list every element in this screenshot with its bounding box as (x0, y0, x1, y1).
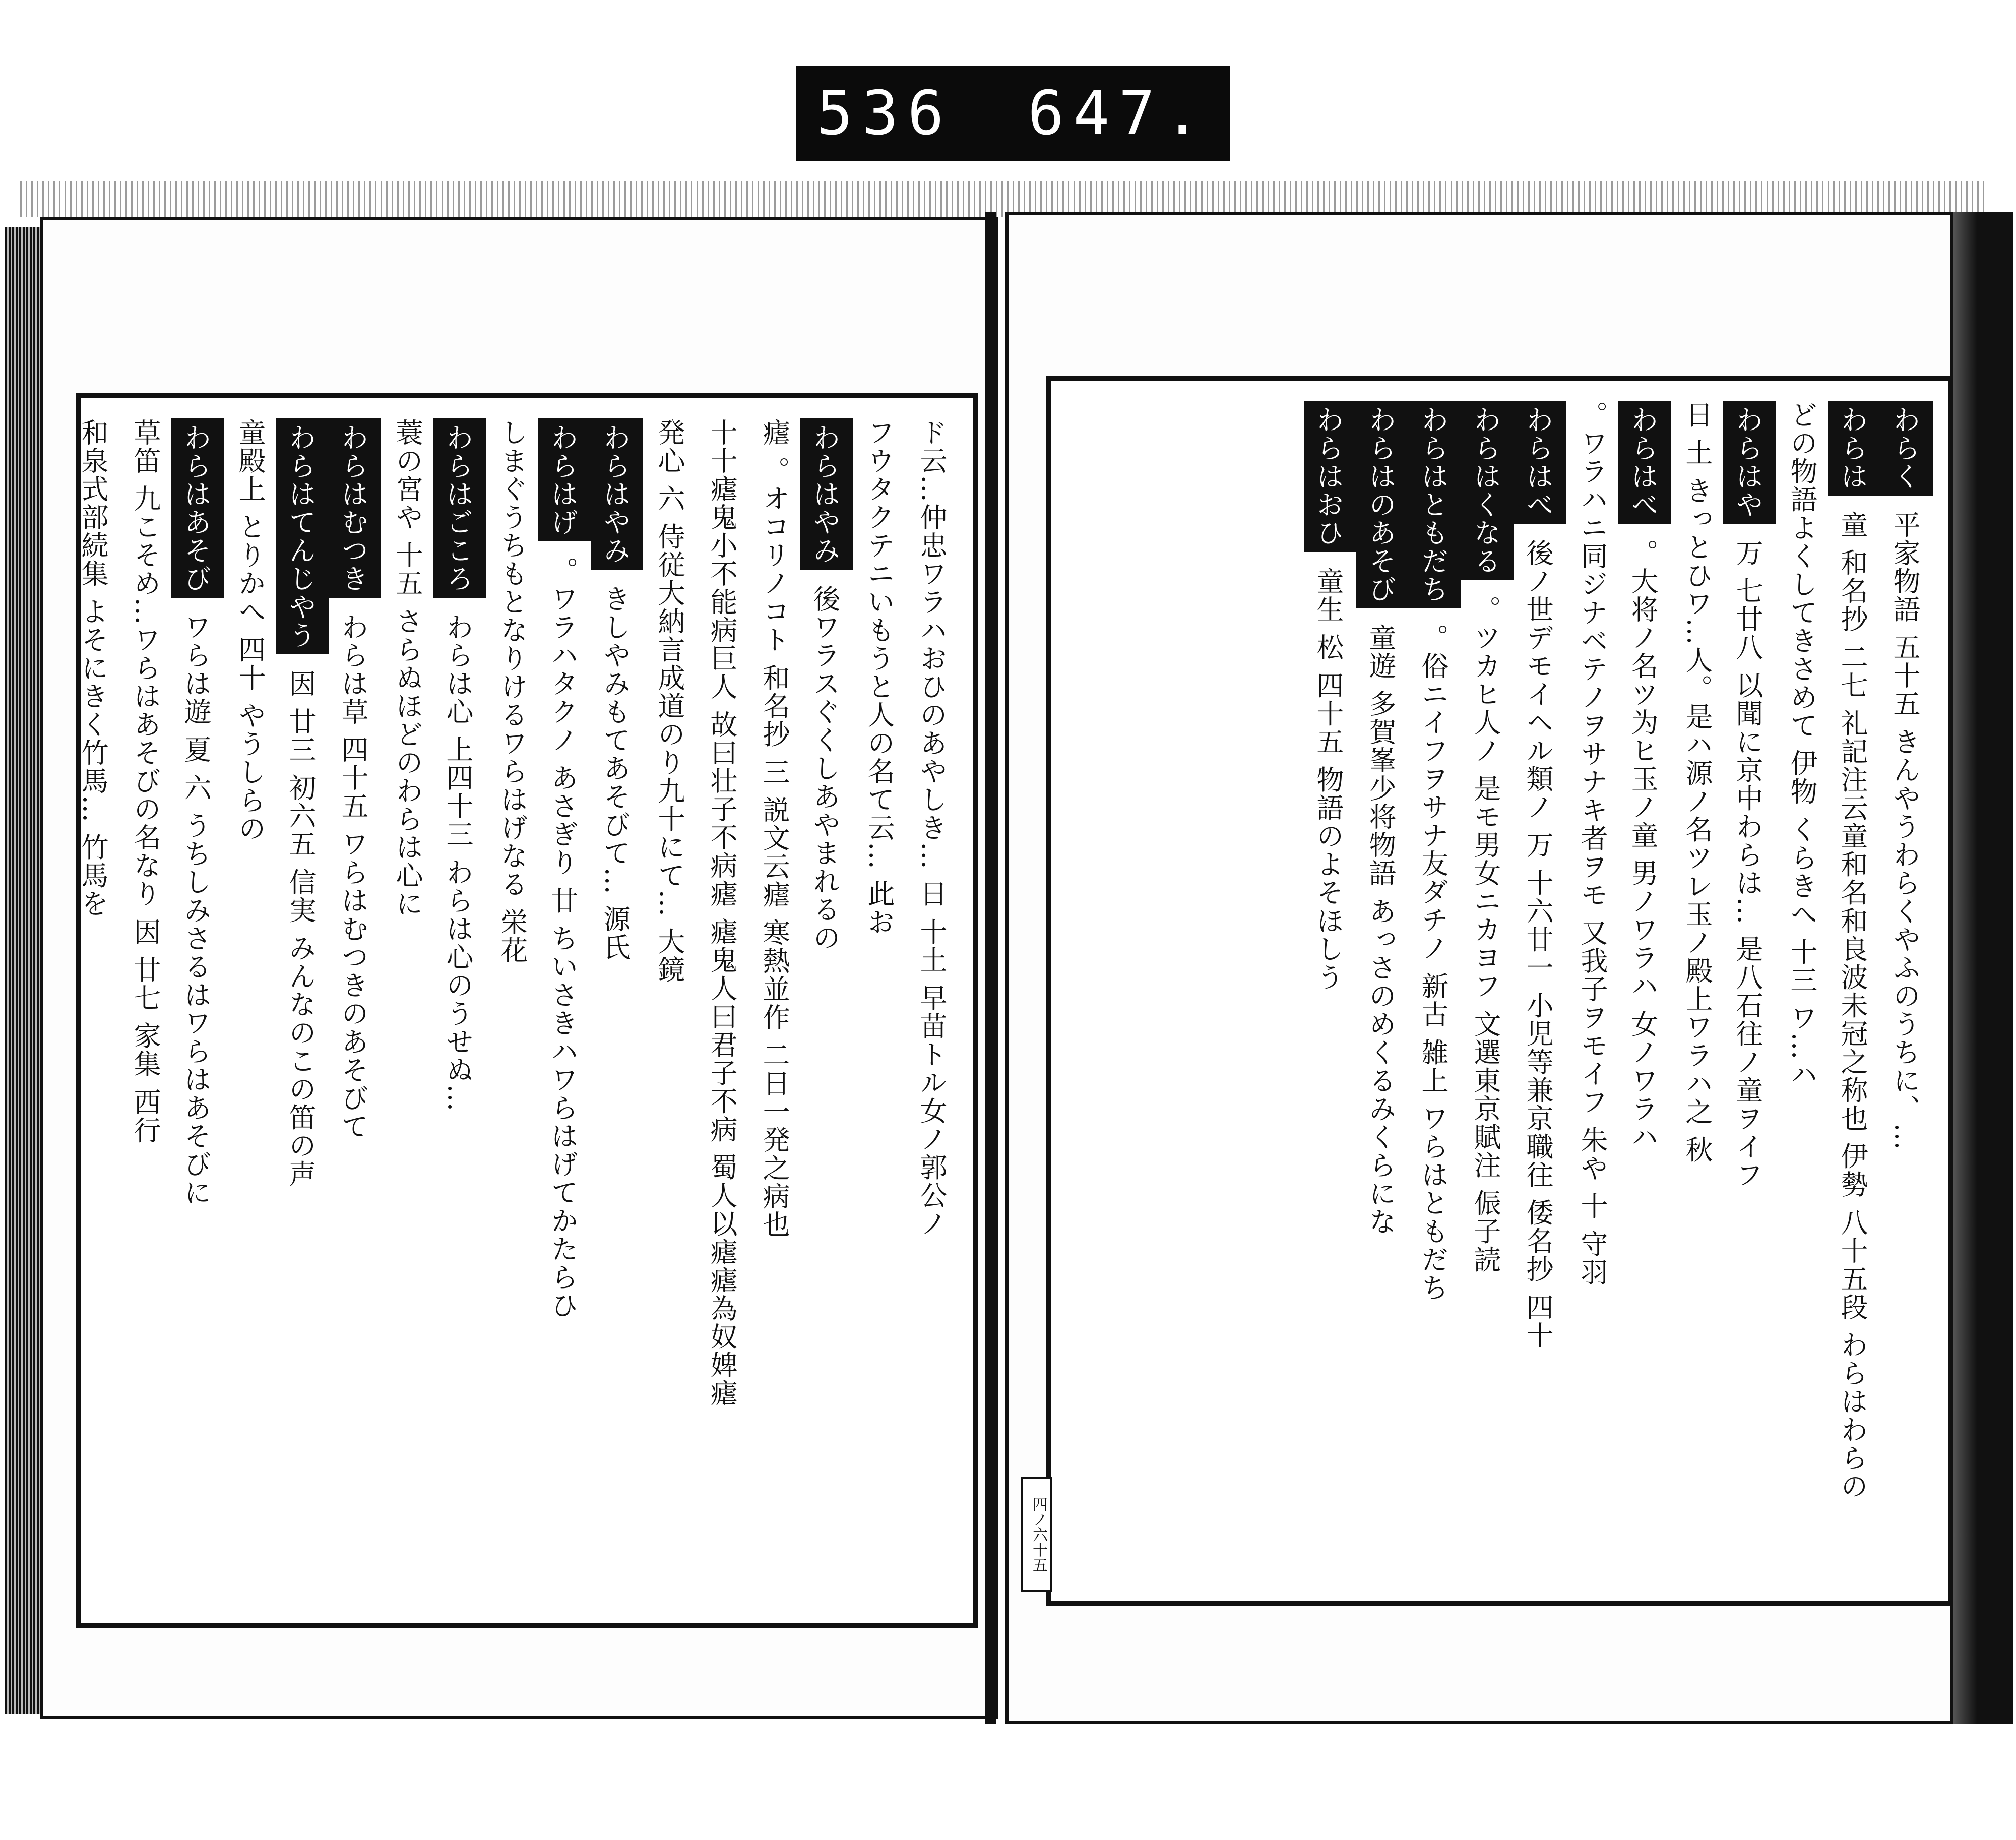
right-column (1409, 401, 1461, 1580)
entry-text: 。大将ノ名ツ为ヒ玉ノ童 男ノワラハ 女ノワラハ (1627, 539, 1659, 1151)
entry-text: 万 七廿八 以聞に京中わらは… 是八石往ノ童ヲイフ (1732, 539, 1763, 1189)
left-column (696, 418, 748, 1603)
headword: わらはごころ (433, 418, 486, 598)
left-columns (77, 418, 958, 1603)
headword: わらはやみ (800, 418, 853, 570)
right-column (1618, 401, 1671, 1580)
entry-text: 童生 松 四十五 物語のよそほしう (1312, 567, 1344, 992)
right-column (1776, 401, 1828, 1580)
right-column (1723, 401, 1776, 1580)
right-columns (1066, 401, 1933, 1580)
left-column (748, 418, 800, 1603)
left-text-frame (76, 393, 978, 1628)
right-column (1566, 401, 1618, 1580)
right-column (1514, 401, 1566, 1580)
entry-text: しまぐうちもとなりけるワらはげなる 栄花 (496, 418, 528, 965)
frame-number-right: 647. (1028, 78, 1210, 149)
headword: わらはおひ (1304, 401, 1356, 552)
left-column (381, 418, 433, 1603)
entry-text: どの物語よくしてきさめて 伊物 くらきへ 十三 ワ…ハ (1786, 401, 1818, 1089)
left-column (905, 418, 958, 1603)
entry-text: ワらは遊 夏 六 うちしみさるはワらはあそびに (180, 613, 212, 1207)
page-edge-right (1953, 212, 2013, 1724)
entry-text: 蓑の宮や 十五 さらぬほどのわらは心に (392, 418, 423, 918)
entry-text: 瘧 。オコリノコト 和名抄 三 説文云瘧 寒熱並作 二日一発之病也 (759, 418, 790, 1239)
right-column (1304, 401, 1356, 1580)
page-edge-left (5, 227, 40, 1714)
right-column (1880, 401, 1933, 1580)
right-column (1356, 401, 1409, 1580)
entry-text: 童 和名抄 二七 礼記注云童和名和良波未冠之称也 伊勢 八十五段 わらはわらの (1837, 511, 1868, 1500)
headword: わらく (1880, 401, 1933, 496)
entry-text: 平家物語 五十五 きんやうわらくやふのうちに、… (1889, 511, 1921, 1151)
headword: わらはあそび (171, 418, 224, 598)
left-column (67, 418, 119, 1603)
left-column (538, 418, 591, 1603)
headword: わらは (1828, 401, 1880, 496)
headword: わらはくなる (1461, 401, 1514, 580)
frame-number-left: 536 (816, 78, 953, 149)
entry-text: 。俗ニイフヲサナ友ダチノ 新古 雑上 ワらはともだち (1417, 624, 1449, 1302)
entry-text: 。ワラハタクノ あさぎり 廿 ちいさきハワらはげてかたらひ (547, 557, 579, 1320)
left-column (276, 418, 329, 1603)
left-column (433, 418, 486, 1603)
entry-text: 草笛 九こそめ…ワらはあそびの名なり 因 廿七 家集 西行 (130, 418, 161, 1144)
headword: わらはべ (1514, 401, 1566, 524)
left-column (329, 418, 381, 1603)
entry-text: 因 廿三 初六五 信実 みんなのこの笛の声 (285, 669, 317, 1188)
headword: わらはのあそび (1356, 401, 1409, 608)
headword: わらはげ (538, 418, 591, 541)
entry-text: 後ワラスぐくしあやまれるの (809, 585, 841, 952)
entry-text: 後ノ世デモイヘル類ノ 万 十六廿一 小児等兼京職往 倭名抄 四十 (1522, 539, 1554, 1350)
entry-text: きしやみもてあそびて… 源氏 (599, 585, 631, 962)
right-column (1671, 401, 1723, 1580)
entry-text: 童遊 多賀峯少将物語 あっさのめくるみくらにな (1365, 624, 1397, 1236)
entry-text: 。ワラハニ同ジナベテノヲサナキ者ヲモ 又我子ヲモイフ 朱や 十 守羽 (1577, 401, 1608, 1286)
entry-text: 発心 六 侍従大納言成道のり九十にて… 大鏡 (654, 418, 685, 984)
headword: わらはむつき (329, 418, 381, 598)
left-column (800, 418, 853, 1603)
right-column (1461, 401, 1514, 1580)
page-number: 四ノ六十五 (1021, 1477, 1052, 1592)
entry-text: 十十瘧鬼小不能病巨人 故曰壮子不病瘧 瘧鬼人曰君子不病 蜀人以瘧瘧為奴婢瘧 (706, 418, 738, 1407)
right-column (1828, 401, 1880, 1580)
entry-text: わらは草 四十五 ワらはむつきのあそびて (337, 613, 369, 1141)
entry-text: 和泉式部続集 よそにきく竹馬… 竹馬を (77, 418, 109, 918)
left-column (591, 418, 643, 1603)
left-column (486, 418, 538, 1603)
left-column (853, 418, 905, 1603)
headword: わらはともだち (1409, 401, 1461, 608)
frame-number-label (796, 66, 1230, 161)
entry-text: ド云…仲忠ワラハおひのあやしき… 日 十土 早苗トル女ノ郭公ノ (916, 418, 948, 1238)
left-column (171, 418, 224, 1603)
headword: わらはてんじやう (276, 418, 329, 654)
entry-text: 。ツカヒ人ノ 是モ男女ニカヨフ 文選東京賦注 侲子読 (1470, 595, 1501, 1274)
left-column (224, 418, 276, 1603)
headword: わらはや (1723, 401, 1776, 524)
headword: わらはやみ (591, 418, 643, 570)
right-text-frame (1046, 376, 1953, 1606)
left-column (643, 418, 696, 1603)
entry-text: 童殿上 とりかへ 四十 やうしらの (234, 418, 266, 843)
book-spine (985, 212, 996, 1724)
entry-text: わらは心 上四十三 わらは心のうせぬ… (442, 613, 474, 1113)
entry-text: フウタクテニいもうと人の名て云… 此お (863, 418, 895, 937)
headword: わらはべ (1618, 401, 1671, 524)
entry-text: 日 土 きっとひワ…人。是ハ源ノ名ツレ玉ノ殿上ワラハ之 秋 (1681, 401, 1713, 1164)
left-column (119, 418, 171, 1603)
